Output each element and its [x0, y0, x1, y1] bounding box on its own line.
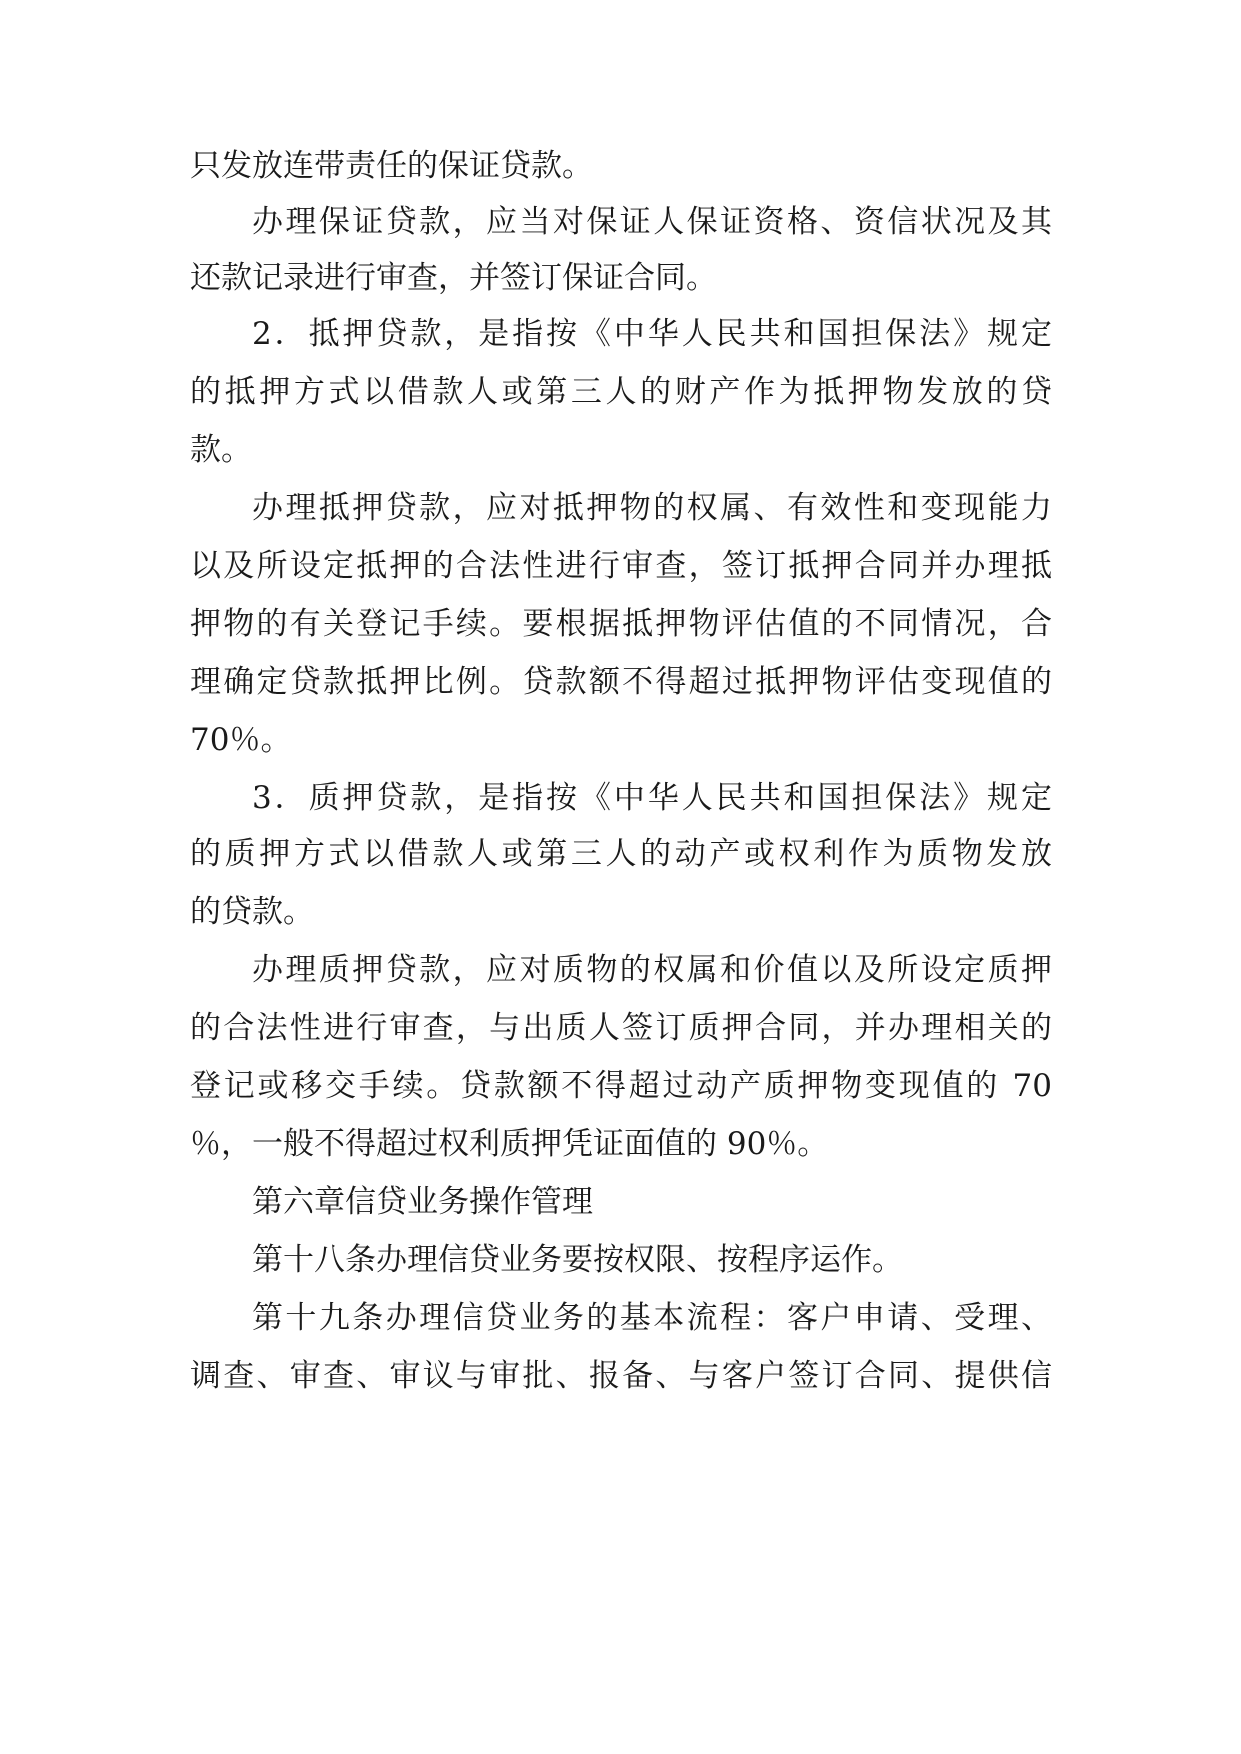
- text-line: 的质押方式以借款人或第三人的动产或权利作为质物发放: [190, 836, 1052, 872]
- text-line: 调查、审查、审议与审批、报备、与客户签订合同、提供信: [190, 1358, 1052, 1394]
- text-line: 办理保证贷款，应当对保证人保证资格、资信状况及其: [252, 204, 1052, 240]
- text-line: 第十八条办理信贷业务要按权限、按程序运作。: [252, 1242, 903, 1278]
- text-line: 第十九条办理信贷业务的基本流程：客户申请、受理、: [252, 1300, 1052, 1336]
- text-line: 押物的有关登记手续。要根据抵押物评估值的不同情况，合: [190, 606, 1052, 642]
- text-line: 理确定贷款抵押比例。贷款额不得超过抵押物评估变现值的: [190, 664, 1052, 700]
- text-line: 的贷款。: [190, 894, 314, 930]
- text-line: 只发放连带责任的保证贷款。: [190, 148, 593, 184]
- text-line: 登记或移交手续。贷款额不得超过动产质押物变现值的 70: [190, 1068, 1052, 1104]
- text-line: 的合法性进行审查，与出质人签订质押合同，并办理相关的: [190, 1010, 1052, 1046]
- text-line: 款。: [190, 432, 252, 468]
- text-line: 的抵押方式以借款人或第三人的财产作为抵押物发放的贷: [190, 374, 1052, 410]
- text-line: 还款记录进行审查，并签订保证合同。: [190, 260, 717, 296]
- text-line: 70％。: [190, 722, 292, 758]
- text-line: 2．抵押贷款，是指按《中华人民共和国担保法》规定: [252, 316, 1052, 352]
- section-heading: 第六章信贷业务操作管理: [252, 1184, 593, 1220]
- text-line: 以及所设定抵押的合法性进行审查，签订抵押合同并办理抵: [190, 548, 1052, 584]
- text-line: ％，一般不得超过权利质押凭证面值的 90％。: [190, 1126, 829, 1162]
- text-line: 3．质押贷款，是指按《中华人民共和国担保法》规定: [252, 780, 1052, 816]
- text-line: 办理质押贷款，应对质物的权属和价值以及所设定质押: [252, 952, 1052, 988]
- text-line: 办理抵押贷款，应对抵押物的权属、有效性和变现能力: [252, 490, 1052, 526]
